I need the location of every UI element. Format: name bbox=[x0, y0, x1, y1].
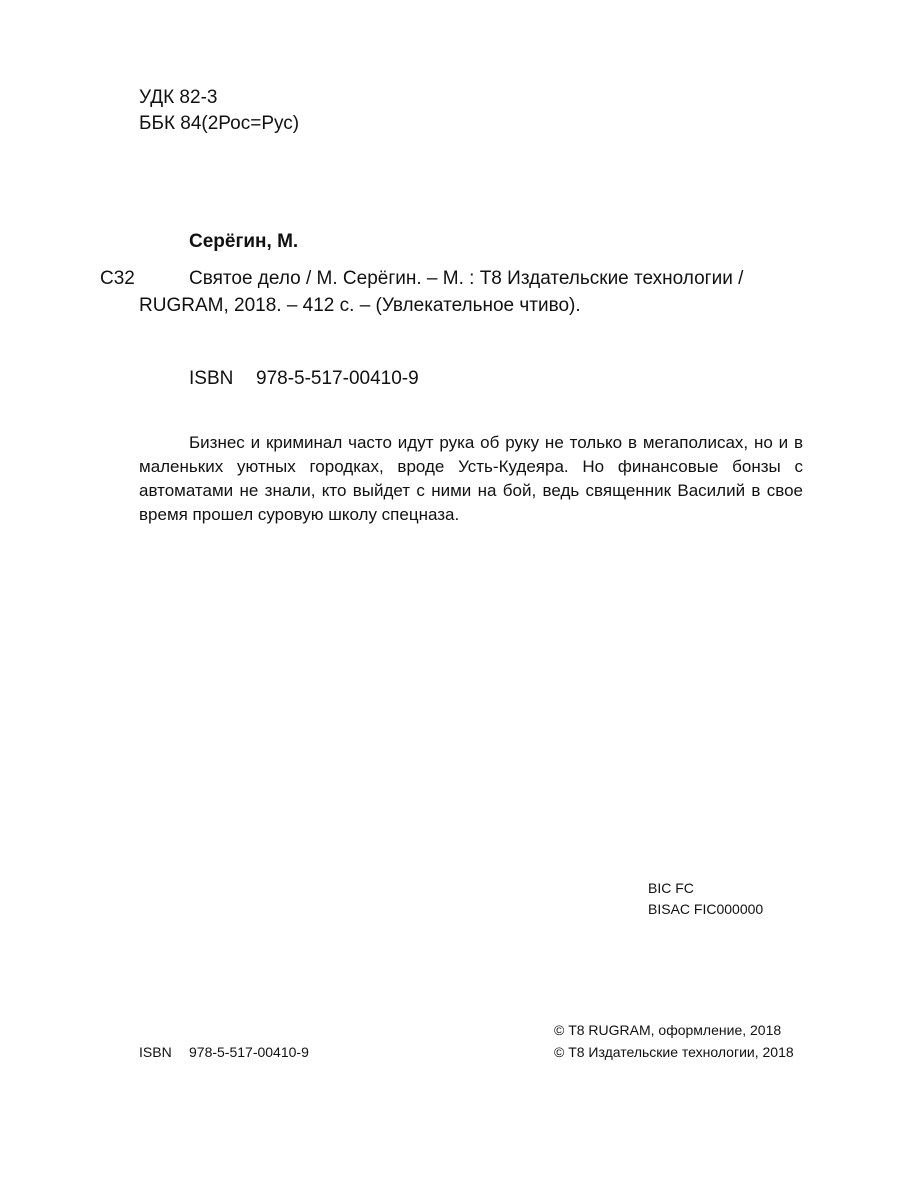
annotation bbox=[139, 431, 803, 527]
copyright-design: © Т8 RUGRAM, оформление, 2018 bbox=[554, 1022, 782, 1038]
copyright-publisher: © Т8 Издательские технологии, 2018 bbox=[554, 1044, 794, 1060]
udk-code: УДК 82-3 bbox=[139, 87, 218, 108]
bisac-code: BISAC FIC000000 bbox=[648, 901, 764, 917]
bic-code: BIC FC bbox=[648, 880, 694, 896]
footer-isbn-label: ISBN bbox=[139, 1044, 172, 1060]
bbk-code: ББК 84(2Рос=Рус) bbox=[139, 113, 300, 134]
author-sign: С32 bbox=[100, 268, 135, 289]
isbn-label: ISBN bbox=[189, 368, 234, 389]
isbn-value: 978-5-517-00410-9 bbox=[256, 368, 419, 389]
annotation-text: Бизнес и криминал часто идут рука об руку не только в мегаполисах, но и в маленьких уютных городках, вроде Усть-Кудеяра. Но финансовые бонзы с автоматами не знали, кто выйдет с ними на бой, ведь священник Василий в свое время прошел суровую школу спецназа. bbox=[139, 433, 803, 524]
bibliographic-description-line2: RUGRAM, 2018. – 412 с. – (Увлекательное чтиво). bbox=[139, 295, 581, 316]
bibliographic-description-line1: Святое дело / М. Серёгин. – М. : Т8 Издательские технологии / bbox=[189, 268, 744, 289]
author-heading: Серёгин, М. bbox=[189, 231, 299, 252]
footer-isbn-value: 978-5-517-00410-9 bbox=[189, 1044, 309, 1060]
